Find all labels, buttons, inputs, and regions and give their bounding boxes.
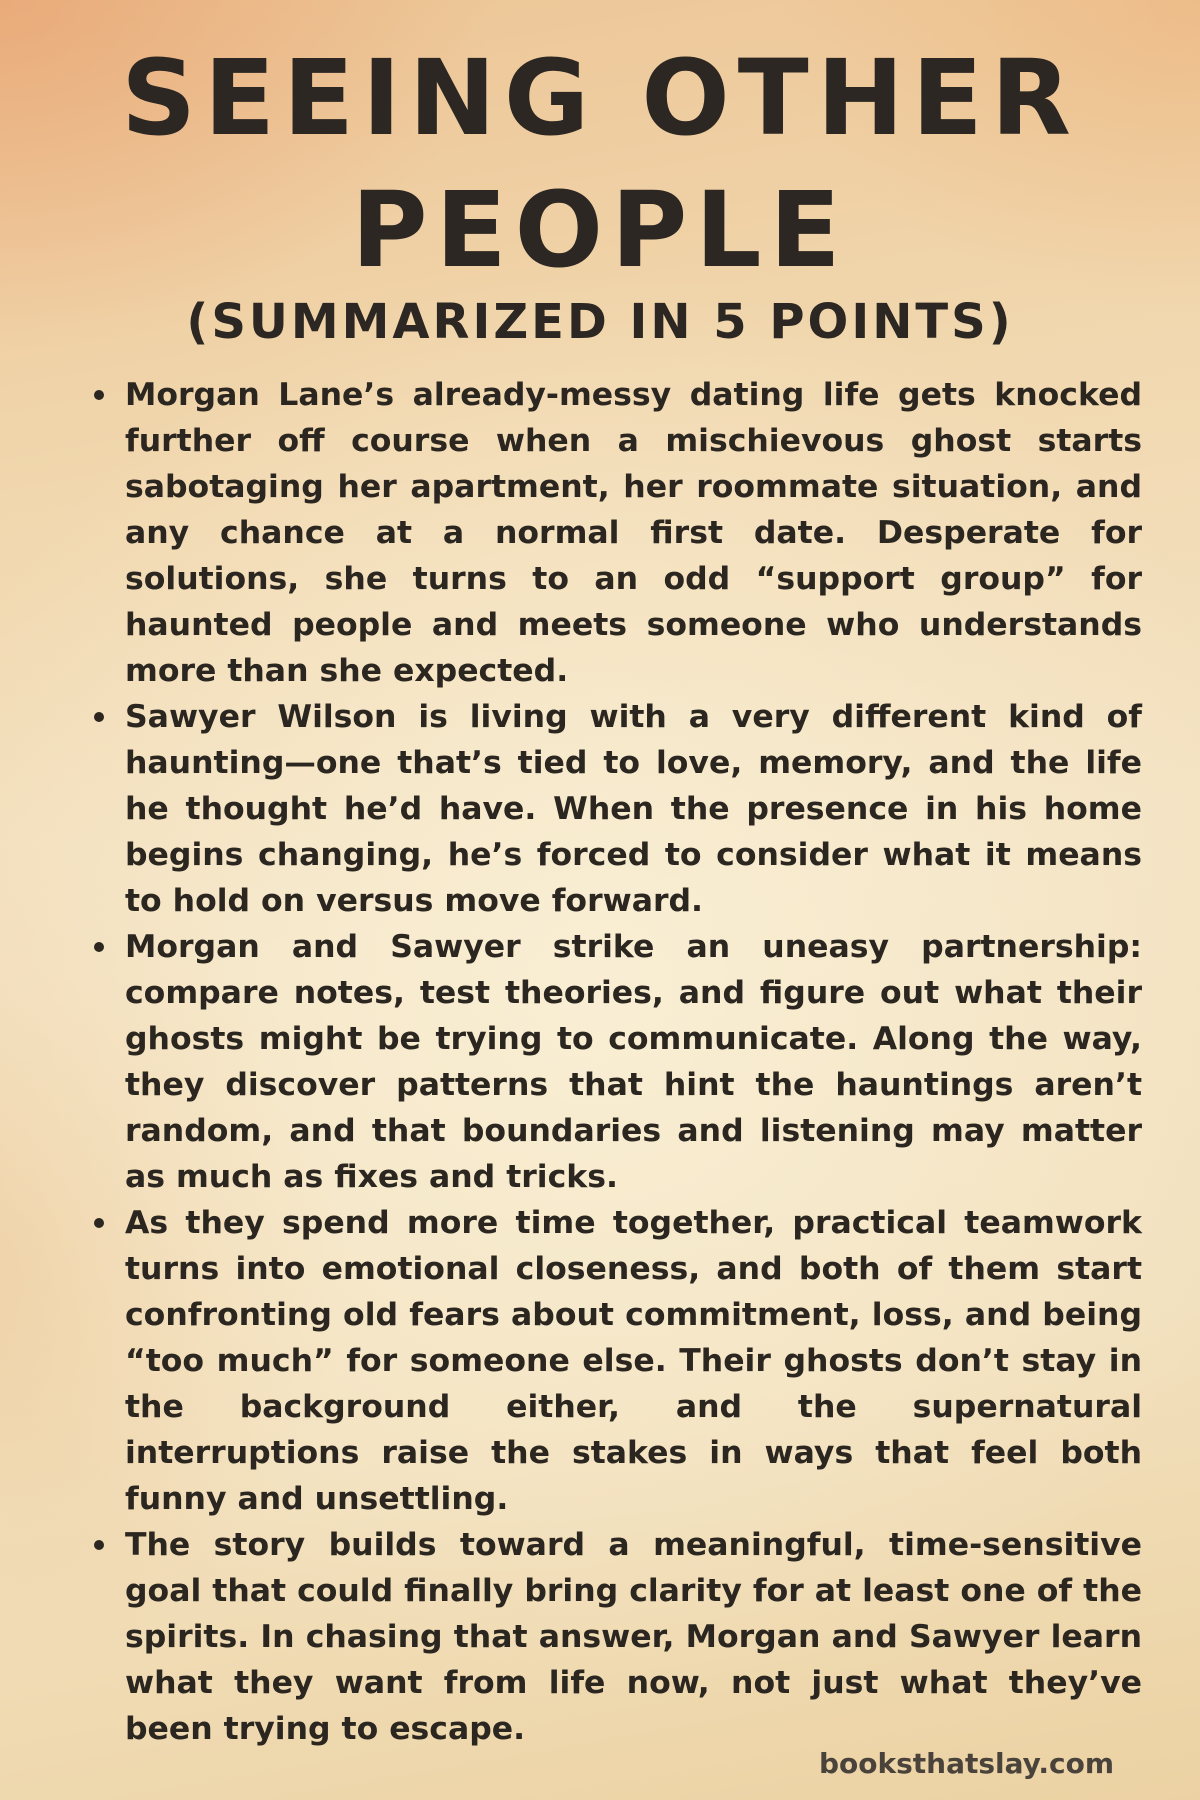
summary-point-text: Morgan Lane’s already-messy dating life gets knocked further off course when a mischievous ghost starts sabotaging her apartment, her roommate situation, and any chance at a normal first date. Desperate for solutions, she turns to an odd “support group” for haunted people and meets someone who understands more than she expected. (125, 377, 1142, 689)
summary-point (88, 694, 1142, 924)
summary-points-list (88, 372, 1142, 1752)
bullet-icon (94, 712, 104, 722)
bullet-icon (94, 1218, 104, 1228)
page-title-line-1: SEEING OTHER (121, 37, 1079, 159)
summary-point-text: Morgan and Sawyer strike an uneasy partnership: compare notes, test theories, and figure out what their ghosts might be trying to communicate. Along the way, they discover patterns that hint the hauntings aren’t random, and that boundaries and listening may matter as much as fixes and tricks. (125, 929, 1142, 1195)
summary-point (88, 1522, 1142, 1752)
bullet-icon (94, 1540, 104, 1550)
site-watermark: booksthatslay.com (818, 1747, 1114, 1780)
summary-point (88, 924, 1142, 1200)
page-subtitle: (SUMMARIZED IN 5 POINTS) (186, 294, 1014, 350)
bullet-icon (94, 942, 104, 952)
summary-point (88, 372, 1142, 694)
page-title-line-2: PEOPLE (351, 169, 849, 291)
summary-point-text: Sawyer Wilson is living with a very different kind of haunting—one that’s tied to love, memory, and the life he thought he’d have. When the presence in his home begins changing, he’s forced to consider what it means to hold on versus move forward. (125, 699, 1142, 919)
bullet-icon (94, 390, 104, 400)
summary-point-text: The story builds toward a meaningful, time-sensitive goal that could finally bring clarity for at least one of the spirits. In chasing that answer, Morgan and Sawyer learn what they want from life now, not just what they’ve been trying to escape. (125, 1527, 1142, 1747)
summary-point (88, 1200, 1142, 1522)
summary-point-text: As they spend more time together, practical teamwork turns into emotional closeness, and both of them start confronting old fears about commitment, loss, and being “too much” for someone else. Their ghosts don’t stay in the background either, and the supernatural interruptions raise the stakes in ways that feel both funny and unsettling. (125, 1205, 1142, 1517)
